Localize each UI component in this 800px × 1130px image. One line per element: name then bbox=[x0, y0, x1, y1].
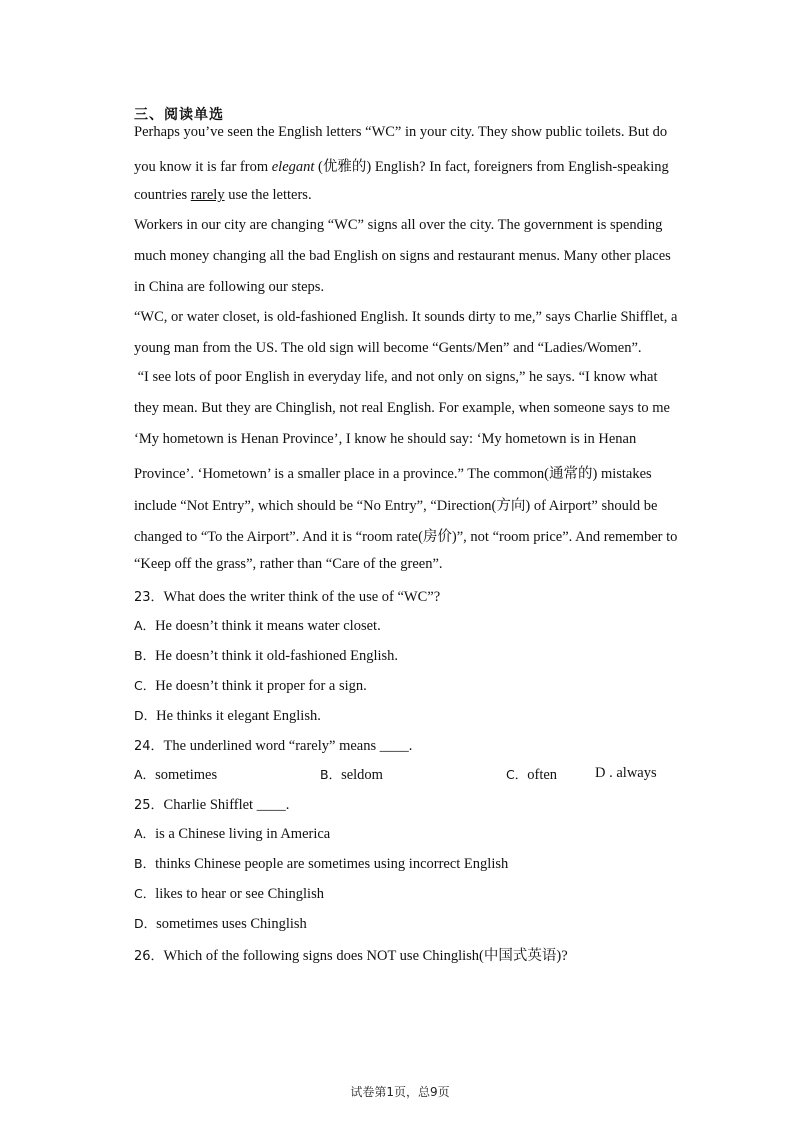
option-text: seldom bbox=[341, 767, 383, 783]
passage-text: use the letters. bbox=[224, 187, 312, 203]
option-text: sometimes bbox=[155, 767, 218, 783]
option-letter: B． bbox=[134, 856, 156, 871]
page-footer: 试卷第1页，总9页 bbox=[350, 1085, 450, 1099]
option-text: He doesn’t think it means water closet. bbox=[155, 618, 381, 634]
option-d bbox=[595, 765, 657, 782]
passage-line: Perhaps you’ve seen the English letters “WC” in your city. They show public toilets. But do bbox=[134, 124, 668, 140]
option-letter: B． bbox=[320, 767, 342, 782]
option-text: is a Chinese living in America bbox=[155, 826, 331, 842]
passage-text: countries bbox=[134, 187, 191, 203]
option-d bbox=[134, 706, 321, 725]
option-a bbox=[134, 765, 217, 784]
option-text: likes to hear or see Chinglish bbox=[155, 886, 324, 902]
question-number: 24． bbox=[134, 739, 164, 754]
option-letter: C． bbox=[134, 886, 156, 901]
passage-line: “WC, or water closet, is old-fashioned English. It sounds dirty to me,” says Charlie Shifflet, a bbox=[134, 309, 678, 325]
option-letter: C． bbox=[506, 767, 528, 782]
option-text: He doesn’t think it old-fashioned English. bbox=[155, 648, 399, 664]
option-b bbox=[320, 765, 383, 784]
option-letter: A． bbox=[134, 826, 156, 841]
passage-line: include “Not Entry”, which should be “No Entry”, “Direction(方向) of Airport” should be bbox=[134, 498, 658, 514]
option-text: always bbox=[616, 765, 657, 781]
passage-line: in China are following our steps. bbox=[134, 279, 325, 295]
option-letter: B． bbox=[134, 648, 156, 663]
passage-line: “Keep off the grass”, rather than “Care of the green”. bbox=[134, 556, 443, 572]
option-letter: C． bbox=[134, 678, 156, 693]
option-letter: D． bbox=[134, 708, 157, 723]
option-b bbox=[134, 646, 398, 665]
section-title: 三、阅读单选 bbox=[134, 107, 224, 123]
question-number: 26． bbox=[134, 949, 164, 964]
question-text: Which of the following signs does NOT use Chinglish(中国式英语)? bbox=[163, 948, 568, 964]
question-number: 23． bbox=[134, 590, 164, 605]
passage-line bbox=[134, 187, 312, 204]
option-c bbox=[134, 676, 367, 695]
question-text: The underlined word “rarely” means ____. bbox=[163, 738, 413, 754]
option-text: often bbox=[527, 767, 558, 783]
passage-line: Workers in our city are changing “WC” signs all over the city. The government is spending bbox=[134, 217, 663, 233]
option-text: He thinks it elegant English. bbox=[156, 708, 321, 724]
question-25 bbox=[134, 794, 289, 814]
option-a bbox=[134, 616, 381, 635]
option-letter: A． bbox=[134, 618, 156, 633]
question-number: 25． bbox=[134, 798, 164, 813]
question-text: What does the writer think of the use of “WC”? bbox=[163, 589, 441, 605]
option-text: He doesn’t think it proper for a sign. bbox=[155, 678, 367, 694]
passage-line: ‘My hometown is Henan Province’, I know he should say: ‘My hometown is in Henan bbox=[134, 431, 637, 447]
question-24 bbox=[134, 735, 412, 755]
question-23 bbox=[134, 586, 440, 606]
option-a bbox=[134, 824, 330, 843]
option-letter: A． bbox=[134, 767, 156, 782]
passage-line: “I see lots of poor English in everyday life, and not only on signs,” he says. “I know what bbox=[134, 369, 658, 385]
option-d bbox=[134, 914, 307, 933]
question-text: Charlie Shifflet ____. bbox=[163, 797, 290, 813]
passage-line: young man from the US. The old sign will become “Gents/Men” and “Ladies/Women”. bbox=[134, 340, 642, 356]
option-letter: D． bbox=[134, 916, 157, 931]
option-c bbox=[506, 765, 557, 784]
option-text: sometimes uses Chinglish bbox=[156, 916, 307, 932]
passage-line bbox=[134, 155, 669, 176]
underlined-word: rarely bbox=[190, 187, 225, 203]
option-text: thinks Chinese people are sometimes using incorrect English bbox=[155, 856, 509, 872]
option-b bbox=[134, 854, 508, 873]
passage-line: changed to “To the Airport”. And it is “room rate(房价)”, not “room price”. And remember to bbox=[134, 529, 678, 545]
option-letter: D . bbox=[595, 765, 613, 781]
passage-text: (优雅的) English? In fact, foreigners from English-speaking bbox=[314, 159, 669, 175]
option-c bbox=[134, 884, 324, 903]
passage-text: you know it is far from bbox=[134, 159, 272, 175]
passage-line: Province’. ‘Hometown’ is a smaller place in a province.” The common(通常的) mistakes bbox=[134, 466, 652, 482]
passage-line: they mean. But they are Chinglish, not real English. For example, when someone says to me bbox=[134, 400, 670, 416]
passage-line: much money changing all the bad English on signs and restaurant menus. Many other places bbox=[134, 248, 671, 264]
italic-word: elegant bbox=[271, 159, 315, 175]
question-26 bbox=[134, 944, 568, 965]
